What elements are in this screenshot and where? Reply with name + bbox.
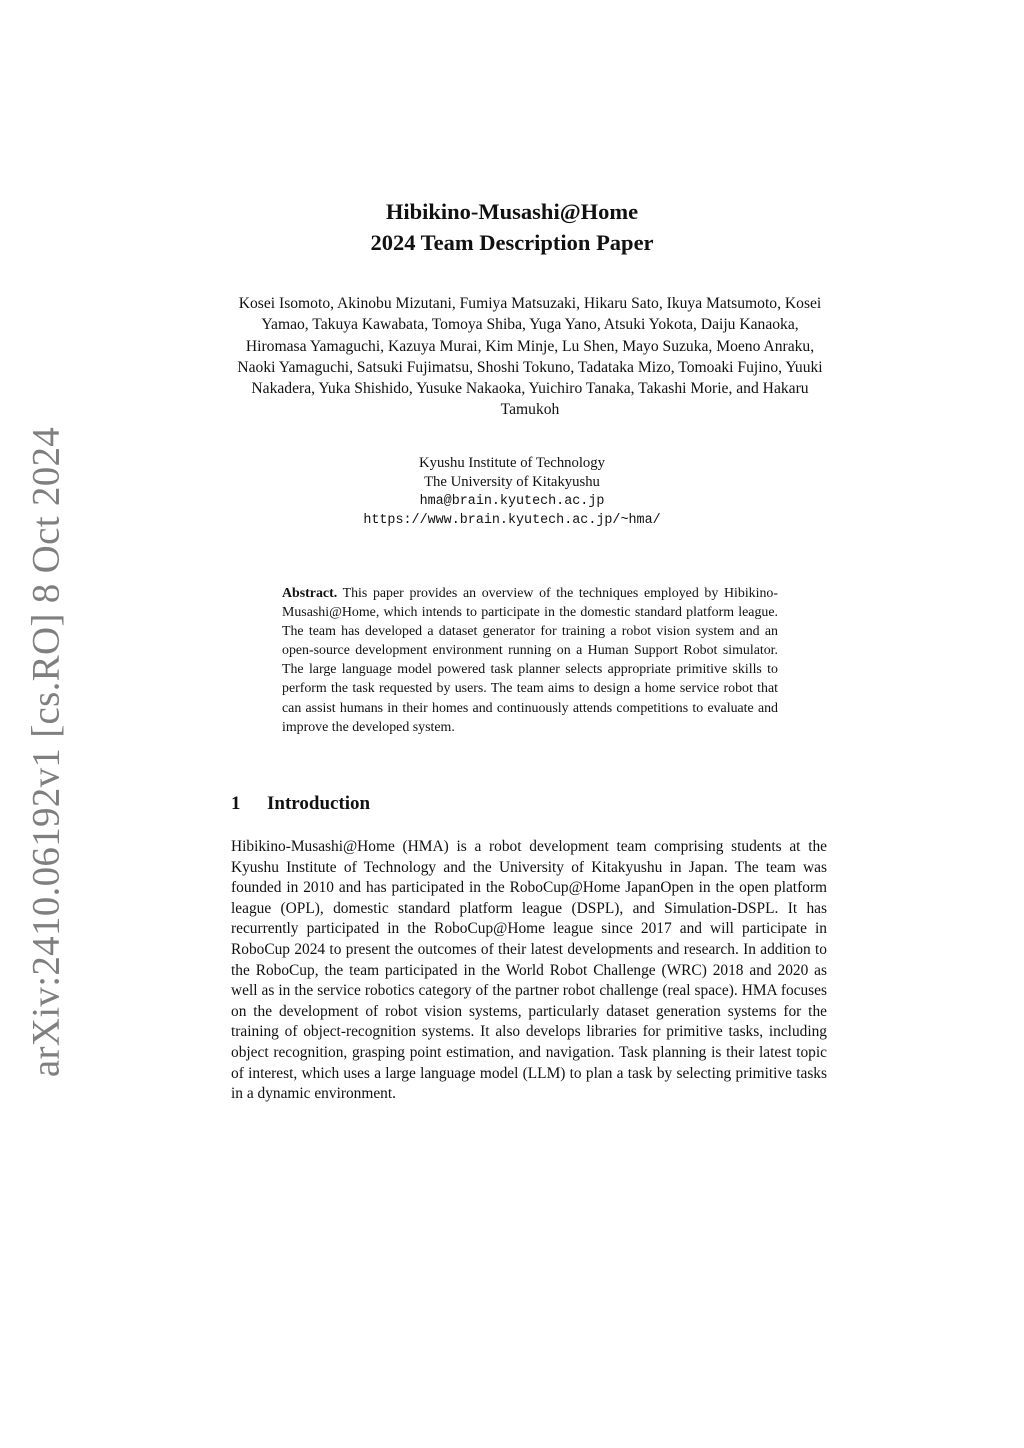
affiliation-kitakyushu: The University of Kitakyushu [424, 474, 600, 490]
contact-email: hma@brain.kyutech.ac.jp [419, 494, 605, 509]
abstract-text: This paper provides an overview of the techniques employed by Hibikino-Musashi@Home, which intends to participate in the domestic standard platform league. The team has developed a dataset generator for training a robot vision system and an open-source development environment running on a Human Support Robot simulator. The large language model powered task planner selects appropriate primitive skills to perform the task requested by users. The team aims to design a home service robot that can assist humans in their homes and continuously attends competitions to evaluate and improve the developed system. [282, 586, 778, 735]
title-line-1: Hibikino-Musashi@Home [385, 199, 639, 224]
section-title: Introduction [267, 793, 371, 814]
paper-title [0, 196, 1024, 258]
affiliation-kyutech: Kyushu Institute of Technology [419, 455, 605, 471]
abstract-label: Abstract. [282, 586, 338, 601]
team-url: https://www.brain.kyutech.ac.jp/~hma/ [363, 513, 661, 528]
section-heading-introduction [231, 792, 370, 816]
section-number: 1 [231, 793, 241, 814]
introduction-paragraph: Hibikino-Musashi@Home (HMA) is a robot development team comprising students at the Kyushu Institute of Technology and the University of Kitakyushu in Japan. The team was founded in 2010 and has participated in the RoboCup@Home JapanOpen in the open platform league (OPL), domestic standard platform league (DSPL), and Simulation-DSPL. It has recurrently participated in the RoboCup@Home league since 2017 and will participate in RoboCup 2024 to present the outcomes of their latest developments and research. In addition to the RoboCup, the team participated in the World Robot Challenge (WRC) 2018 and 2020 as well as in the service robotics category of the partner robot challenge (real space). HMA focuses on the development of robot vision systems, particularly dataset generation systems for the training of object-recognition systems. It also develops libraries for primitive tasks, including object recognition, grasping point estimation, and navigation. Task planning is their latest topic of interest, which uses a large language model (LLM) to plan a task by selecting primitive tasks in a dynamic environment. [231, 838, 827, 1103]
abstract [282, 584, 778, 737]
arxiv-identifier-stamp: arXiv:2410.06192v1 [cs.RO] 8 Oct 2024 [24, 426, 68, 1078]
author-list: Kosei Isomoto, Akinobu Mizutani, Fumiya Matsuzaki, Hikaru Sato, Ikuya Matsumoto, Kosei Yamao, Takuya Kawabata, Tomoya Shiba, Yuga Yano, Atsuki Yokota, Daiju Kanaoka, Hiromasa Yamaguchi, Kazuya Murai, Kim Minje, Lu Shen, Mayo Suzuka, Moeno Anraku, Naoki Yamaguchi, Satsuki Fujimatsu, Shoshi Tokuno, Tadataka Mizo, Tomoaki Fujino, Yuuki Nakadera, Yuka Shishido, Yusuke Nakaoka, Yuichiro Tanaka, Takashi Morie, and Hakaru Tamukoh [237, 295, 823, 419]
title-line-2: 2024 Team Description Paper [370, 230, 654, 255]
affiliation-block [0, 454, 1024, 530]
